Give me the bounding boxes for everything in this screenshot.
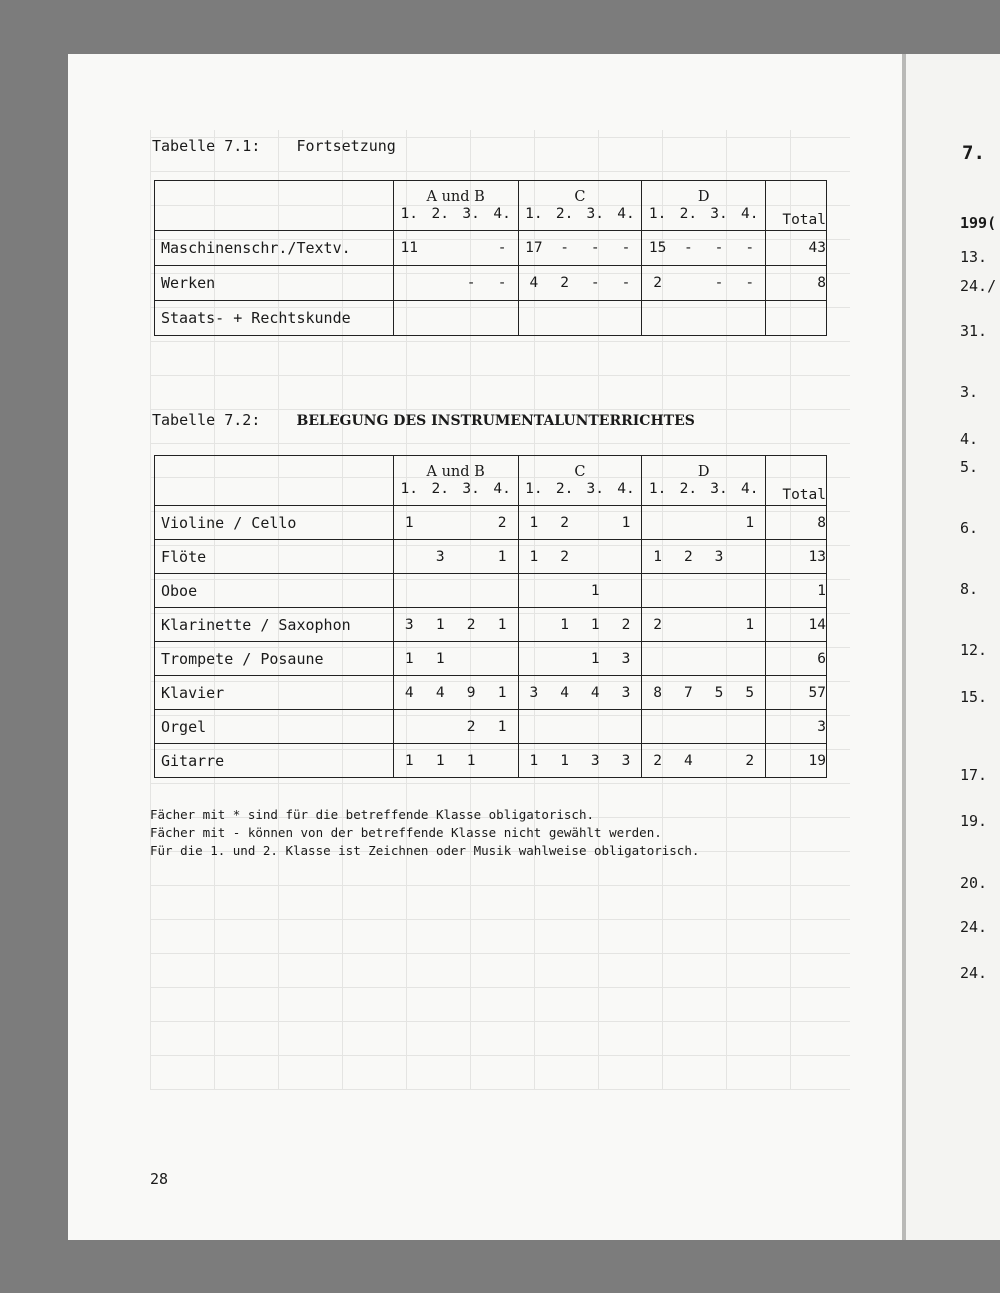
right-page-year: 199( [960, 214, 997, 232]
header-row [155, 181, 827, 231]
cell-value: 5 [714, 684, 724, 701]
table-row [155, 266, 827, 301]
cell-values [519, 617, 642, 633]
cell-values [394, 240, 518, 256]
subcolumn-label: 4. [493, 205, 511, 222]
cell-value: 3 [621, 650, 631, 667]
cell-value: 1 [466, 752, 476, 769]
cell-value: 5 [745, 684, 755, 701]
cell-value: 2 [653, 752, 662, 769]
table2-heading [152, 411, 695, 429]
cell-values [519, 583, 642, 599]
group-cell-ab [393, 642, 518, 676]
group-cell-d [642, 231, 766, 266]
cell-value [549, 583, 580, 599]
cell-value: 1 [497, 684, 507, 701]
cell-value [456, 240, 487, 256]
cell-value: 1 [590, 650, 600, 667]
row-total: 8 [766, 506, 827, 540]
group-cell-d [642, 676, 766, 710]
subcolumn-labels [519, 480, 642, 498]
group-cell-c [518, 506, 642, 540]
cell-value [549, 651, 580, 667]
subcolumn-label: 4. [493, 480, 511, 497]
right-page-heading: 7. [962, 142, 985, 164]
cell-value: 1 [560, 752, 569, 769]
cell-value [673, 275, 704, 291]
cell-value: 1 [529, 514, 539, 531]
cell-value: 1 [745, 616, 755, 633]
cell-value: 2 [621, 616, 631, 633]
cell-values [642, 515, 765, 531]
cell-value: 3 [621, 752, 631, 769]
group-header [518, 456, 642, 506]
group-cell-c [518, 744, 642, 778]
subcolumn-label: 3. [586, 480, 604, 497]
cell-value [456, 549, 487, 565]
subcolumn-label: 2. [555, 480, 574, 497]
group-header [393, 181, 518, 231]
group-cell-d [642, 608, 766, 642]
group-cell-d [642, 266, 766, 301]
group-header [518, 181, 642, 231]
cell-values [519, 515, 642, 531]
cell-values [394, 515, 518, 531]
footnote-2: Fächer mit - können von der betreffende Klasse nicht gewählt werden. [150, 825, 662, 840]
cell-value: 4 [404, 684, 414, 701]
cell-value: 7 [683, 684, 693, 701]
row-total [766, 301, 827, 336]
group-label: C [574, 188, 586, 205]
cell-value: 4 [529, 275, 539, 291]
cell-value: - [497, 275, 507, 291]
table-7-2 [154, 455, 827, 778]
subcolumn-labels [642, 205, 765, 223]
group-cell-ab [393, 574, 518, 608]
cell-values [519, 651, 642, 667]
subcolumn-label: 2. [555, 205, 574, 222]
cell-value: 11 [400, 240, 418, 256]
cell-value: 2 [745, 752, 755, 769]
cell-values [519, 275, 642, 291]
cell-value: 3 [435, 548, 445, 565]
right-page-line: 3. [960, 383, 979, 401]
cell-value: 4 [560, 684, 569, 701]
right-page-line: 20. [960, 874, 988, 892]
cell-values [519, 753, 642, 769]
row-label: Trompete / Posaune [155, 642, 394, 676]
group-cell-c [518, 574, 642, 608]
right-page-line: 24. [960, 918, 988, 936]
subcolumn-label: 1. [648, 480, 667, 497]
cell-values [642, 617, 765, 633]
cell-value: 3 [404, 616, 414, 633]
cell-value: 1 [497, 718, 507, 735]
cell-value: 1 [497, 616, 507, 633]
subcolumn-labels [394, 480, 518, 498]
right-page-line: 4. [960, 430, 979, 448]
group-cell-c [518, 608, 642, 642]
row-total: 14 [766, 608, 827, 642]
group-header [393, 456, 518, 506]
subcolumn-label: 4. [617, 480, 635, 497]
group-label: C [574, 463, 586, 480]
table-row [155, 574, 827, 608]
right-page-line: 8. [960, 580, 979, 598]
page-number: 28 [150, 1170, 169, 1188]
table-row [155, 301, 827, 336]
group-cell-c [518, 710, 642, 744]
group-cell-c [518, 301, 642, 336]
cell-value: - [745, 240, 755, 256]
group-cell-c [518, 266, 642, 301]
cell-value: 15 [648, 240, 667, 256]
row-label: Gitarre [155, 744, 394, 778]
subcolumn-label: 3. [710, 480, 728, 497]
subcolumn-labels [642, 480, 765, 498]
subcolumn-label: 3. [462, 205, 480, 222]
cell-values [394, 651, 518, 667]
cell-values [394, 275, 518, 291]
group-cell-c [518, 676, 642, 710]
cell-values [394, 549, 518, 565]
group-cell-ab [393, 744, 518, 778]
cell-value [519, 651, 550, 667]
group-cell-d [642, 744, 766, 778]
subcolumn-labels [519, 205, 642, 223]
table-row [155, 642, 827, 676]
cell-value [425, 275, 456, 291]
cell-value: 17 [525, 240, 543, 256]
row-total: 13 [766, 540, 827, 574]
subcolumn-label: 1. [400, 480, 418, 497]
cell-value: 1 [404, 752, 414, 769]
right-page-line: 12. [960, 641, 988, 659]
group-cell-ab [393, 231, 518, 266]
right-page-line: 31. [960, 322, 988, 340]
cell-value [611, 549, 642, 565]
table-7-1 [154, 180, 827, 336]
row-total: 57 [766, 676, 827, 710]
right-page-line: 19. [960, 812, 988, 830]
footnote-1: Fächer mit * sind für die betreffende Klasse obligatorisch. [150, 807, 595, 822]
cell-value: - [560, 240, 569, 256]
cell-value: - [497, 240, 507, 256]
total-header: Total [766, 456, 827, 506]
cell-value: 1 [621, 514, 631, 531]
group-cell-ab [393, 608, 518, 642]
cell-value [487, 651, 518, 667]
cell-value [394, 549, 425, 565]
cell-value: 1 [435, 616, 445, 633]
cell-value: 2 [560, 548, 569, 565]
cell-value [456, 651, 487, 667]
right-page-line: 17. [960, 766, 988, 784]
row-total: 19 [766, 744, 827, 778]
cell-value: - [621, 240, 631, 256]
cell-value: - [745, 275, 755, 291]
cell-value [519, 583, 550, 599]
cell-value: - [714, 275, 724, 291]
group-cell-ab [393, 676, 518, 710]
cell-value [580, 515, 611, 531]
group-cell-c [518, 231, 642, 266]
cell-value [519, 617, 550, 633]
row-label: Werken [155, 266, 394, 301]
subcolumn-label: 1. [400, 205, 418, 222]
cell-value: 8 [653, 684, 662, 701]
row-label: Flöte [155, 540, 394, 574]
group-header [642, 181, 766, 231]
cell-value [673, 617, 704, 633]
group-cell-d [642, 574, 766, 608]
cell-value: 4 [590, 684, 600, 701]
subcolumn-label: 2. [431, 480, 449, 497]
table1-caption: Tabelle 7.1: [152, 137, 261, 155]
cell-value: 2 [683, 548, 693, 565]
subcolumn-label: 3. [462, 480, 480, 497]
row-total: 43 [766, 231, 827, 266]
cell-value [734, 549, 765, 565]
cell-value: 1 [590, 582, 600, 599]
group-cell-c [518, 540, 642, 574]
corner-cell [155, 181, 394, 231]
cell-value [487, 753, 518, 769]
cell-value: 1 [745, 514, 755, 531]
cell-values [642, 549, 765, 565]
header-row [155, 456, 827, 506]
subcolumn-label: 3. [710, 205, 728, 222]
cell-value [456, 515, 487, 531]
cell-value: 1 [529, 548, 539, 565]
subcolumn-label: 2. [679, 205, 698, 222]
cell-values [394, 685, 518, 701]
cell-value: - [714, 240, 724, 256]
cell-values [394, 617, 518, 633]
cell-value: - [590, 240, 600, 256]
row-total: 8 [766, 266, 827, 301]
table2-title: BELEGUNG DES INSTRUMENTALUNTERRICHTES [296, 413, 695, 429]
cell-value [611, 583, 642, 599]
cell-value: 4 [435, 684, 445, 701]
cell-value [394, 719, 425, 735]
cell-value [425, 240, 456, 256]
cell-value: 2 [653, 616, 662, 633]
subcolumn-label: 1. [525, 205, 543, 222]
group-cell-c [518, 642, 642, 676]
table-row [155, 608, 827, 642]
subcolumn-label: 4. [740, 480, 759, 497]
right-page-line: 24./ [960, 277, 997, 295]
cell-value: - [683, 240, 693, 256]
cell-value: 1 [435, 752, 445, 769]
corner-cell [155, 456, 394, 506]
group-label: A und B [426, 188, 485, 205]
cell-value: 3 [590, 752, 600, 769]
total-header: Total [766, 181, 827, 231]
cell-value: 2 [466, 718, 476, 735]
group-cell-ab [393, 540, 518, 574]
group-cell-d [642, 506, 766, 540]
table1-title: Fortsetzung [296, 137, 396, 155]
table-row [155, 231, 827, 266]
table-row [155, 506, 827, 540]
subcolumn-label: 1. [525, 480, 543, 497]
subcolumn-label: 4. [617, 205, 635, 222]
footnotes [150, 806, 699, 860]
cell-value [673, 515, 704, 531]
subcolumn-label: 1. [648, 205, 667, 222]
row-total: 1 [766, 574, 827, 608]
cell-value: 2 [560, 514, 569, 531]
cell-value: 2 [560, 275, 569, 291]
cell-values [642, 275, 765, 291]
subcolumn-labels [394, 205, 518, 223]
cell-values [519, 240, 642, 256]
table-row [155, 676, 827, 710]
table2-caption: Tabelle 7.2: [152, 411, 261, 429]
right-page-line: 15. [960, 688, 988, 706]
cell-values [642, 685, 765, 701]
group-cell-d [642, 301, 766, 336]
cell-value: - [621, 275, 631, 291]
group-cell-ab [393, 301, 518, 336]
group-label: D [697, 188, 710, 205]
cell-values [642, 753, 765, 769]
group-cell-d [642, 710, 766, 744]
cell-value: 9 [466, 684, 476, 701]
cell-value: 1 [497, 548, 507, 565]
cell-values [519, 549, 642, 565]
row-label: Staats- + Rechtskunde [155, 301, 394, 336]
cell-value [704, 753, 735, 769]
group-label: A und B [426, 463, 485, 480]
cell-value: 2 [497, 514, 507, 531]
group-cell-d [642, 642, 766, 676]
cell-value: - [466, 275, 476, 291]
row-label: Oboe [155, 574, 394, 608]
cell-value [425, 719, 456, 735]
cell-values [394, 719, 518, 735]
table-row [155, 540, 827, 574]
group-cell-ab [393, 710, 518, 744]
cell-value: 3 [714, 548, 724, 565]
cell-value [642, 515, 673, 531]
group-cell-ab [393, 506, 518, 540]
subcolumn-label: 3. [586, 205, 604, 222]
right-page-line: 13. [960, 248, 988, 266]
row-label: Klarinette / Saxophon [155, 608, 394, 642]
table-row [155, 710, 827, 744]
subcolumn-label: 2. [431, 205, 449, 222]
row-label: Maschinenschr./Textv. [155, 231, 394, 266]
cell-value: 1 [529, 752, 539, 769]
cell-value: 1 [404, 650, 414, 667]
row-label: Violine / Cello [155, 506, 394, 540]
cell-value [425, 515, 456, 531]
cell-value: - [590, 275, 600, 291]
cell-values [394, 753, 518, 769]
table1-heading [152, 137, 396, 155]
row-label: Orgel [155, 710, 394, 744]
row-total: 6 [766, 642, 827, 676]
cell-value [704, 617, 735, 633]
cell-value [580, 549, 611, 565]
right-page-line: 6. [960, 519, 979, 537]
group-cell-d [642, 540, 766, 574]
cell-value [394, 275, 425, 291]
cell-values [519, 685, 642, 701]
row-total: 3 [766, 710, 827, 744]
cell-value: 1 [560, 616, 569, 633]
cell-value: 1 [653, 548, 662, 565]
cell-value: 2 [466, 616, 476, 633]
right-page-line: 24. [960, 964, 988, 982]
footnote-3: Für die 1. und 2. Klasse ist Zeichnen oder Musik wahlweise obligatorisch. [150, 843, 700, 858]
cell-value: 1 [404, 514, 414, 531]
group-header [642, 456, 766, 506]
cell-value: 1 [590, 616, 600, 633]
right-page-line: 5. [960, 458, 979, 476]
table-row [155, 744, 827, 778]
cell-value: 2 [653, 275, 662, 291]
cell-value: 3 [529, 684, 539, 701]
cell-value: 1 [435, 650, 445, 667]
group-cell-ab [393, 266, 518, 301]
subcolumn-label: 4. [740, 205, 759, 222]
cell-values [642, 240, 765, 256]
cell-value: 4 [683, 752, 693, 769]
group-label: D [697, 463, 710, 480]
subcolumn-label: 2. [679, 480, 698, 497]
row-label: Klavier [155, 676, 394, 710]
cell-value: 3 [621, 684, 631, 701]
cell-value [704, 515, 735, 531]
